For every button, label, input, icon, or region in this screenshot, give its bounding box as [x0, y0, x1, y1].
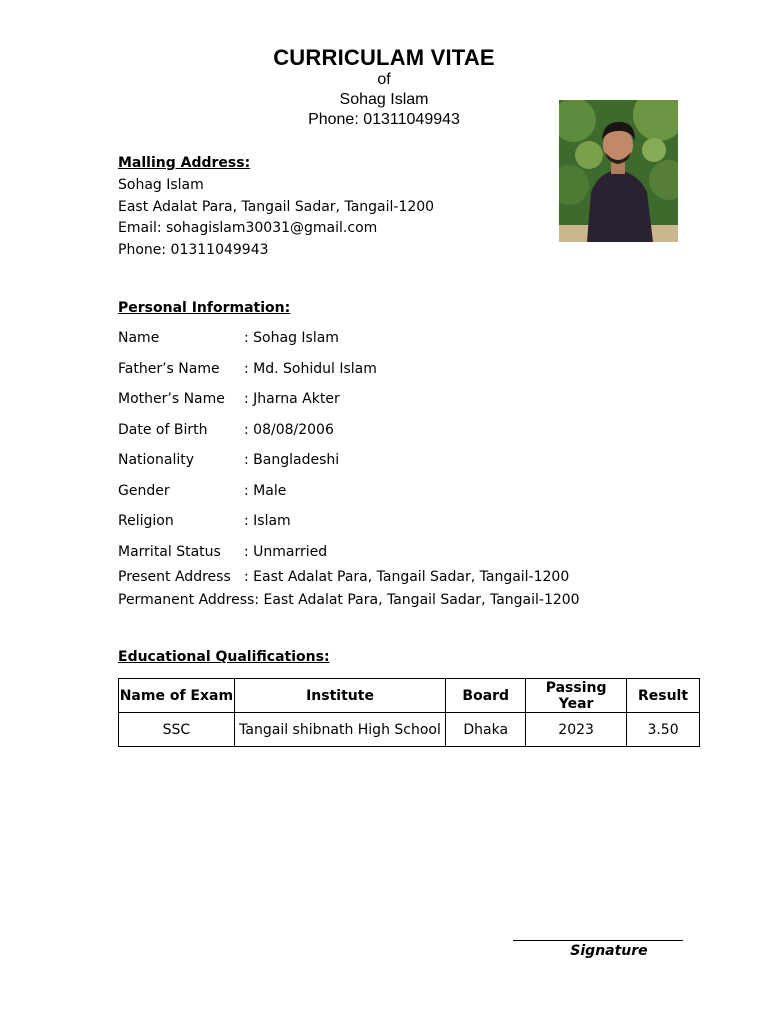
permanent-address: Permanent Address: East Adalat Para, Tangail Sadar, Tangail-1200 — [118, 592, 580, 608]
info-label: Religion — [118, 513, 174, 529]
info-label: Present Address — [118, 569, 231, 585]
of-label: of — [377, 71, 391, 88]
table-row — [119, 713, 700, 747]
column-header: Institute — [234, 679, 446, 713]
info-label: Marrital Status — [118, 544, 221, 560]
personal-heading: Personal Information: — [118, 300, 291, 316]
info-value: : Sohag Islam — [244, 330, 339, 346]
column-header: Result — [627, 679, 700, 713]
table-header-row — [119, 679, 700, 713]
table-cell: SSC — [119, 713, 235, 747]
info-value: : Md. Sohidul Islam — [244, 361, 377, 377]
mailing-line: Sohag Islam — [118, 177, 204, 193]
mailing-line: East Adalat Para, Tangail Sadar, Tangail-1200 — [118, 199, 435, 215]
education-heading: Educational Qualifications: — [118, 649, 330, 665]
info-label: Gender — [118, 483, 170, 499]
column-header: Name of Exam — [119, 679, 235, 713]
info-value: : 08/08/2006 — [244, 422, 334, 438]
table-cell: 2023 — [526, 713, 627, 747]
profile-photo — [559, 100, 678, 242]
info-value: : Islam — [244, 513, 291, 529]
column-header: Passing Year — [526, 679, 627, 713]
header-name: Sohag Islam — [339, 91, 429, 108]
info-value: : Unmarried — [244, 544, 328, 560]
info-label: Name — [118, 330, 160, 346]
column-header: Board — [446, 679, 526, 713]
info-value: : Male — [244, 483, 287, 499]
signature-label: Signature — [570, 943, 648, 959]
table-cell: Dhaka — [446, 713, 526, 747]
mailing-line: Phone: 01311049943 — [118, 242, 269, 258]
mailing-line: Email: sohagislam30031@gmail.com — [118, 220, 378, 236]
table-cell: Tangail shibnath High School — [234, 713, 446, 747]
signature-line — [513, 940, 683, 941]
info-label: Mother’s Name — [118, 391, 225, 407]
info-label: Nationality — [118, 452, 195, 468]
info-label: Father’s Name — [118, 361, 220, 377]
info-value: : Jharna Akter — [244, 391, 340, 407]
info-value: : East Adalat Para, Tangail Sadar, Tangail-1200 — [244, 569, 570, 585]
info-value: : Bangladeshi — [244, 452, 340, 468]
header-phone: Phone: 01311049943 — [308, 111, 460, 128]
info-label: Date of Birth — [118, 422, 208, 438]
mailing-heading: Malling Address: — [118, 155, 251, 171]
education-table — [118, 678, 700, 747]
cv-title: CURRICULAM VITAE — [273, 45, 495, 70]
table-cell: 3.50 — [627, 713, 700, 747]
